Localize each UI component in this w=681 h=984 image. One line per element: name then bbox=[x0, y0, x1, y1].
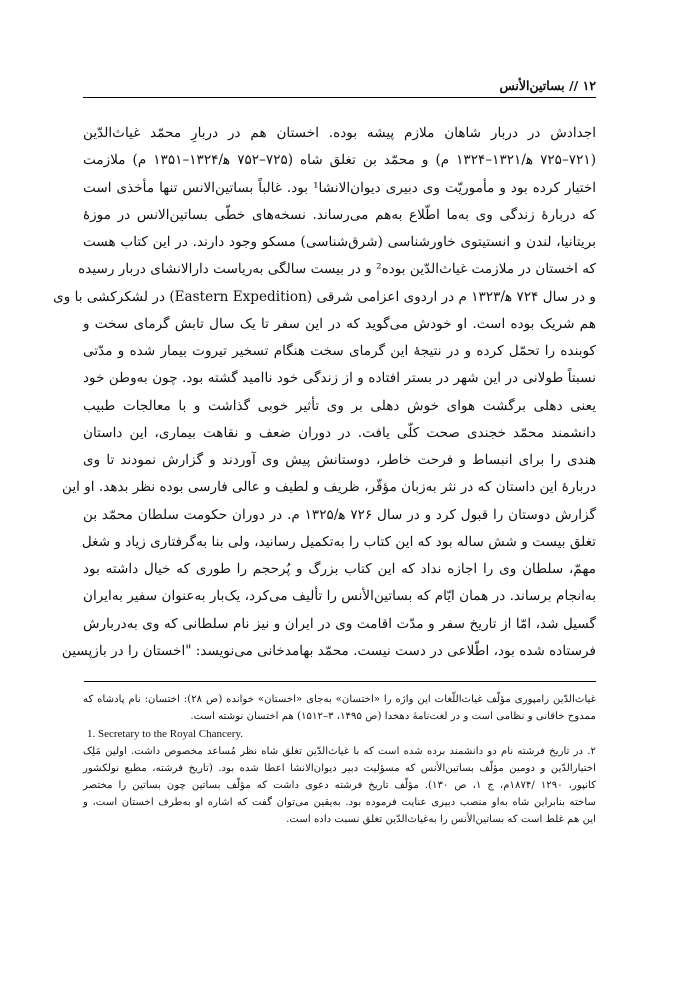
footnote-line: غیاث‌الدّین رامپوری مؤلّف غیاث‌اللّغات این واژه را «اختسان» به‌جای «اخستان» خوانده (ص ۲۸): اختسان: نام پادشاه که bbox=[83, 694, 597, 705]
text-line: اختیار کرده بود و مأموریّت وی دبیری دیوان‌الانشا¹ بود. غالباً بساتین‌الانس تنها مأخذی است bbox=[83, 179, 596, 196]
text-line: یعنی دهلی برگشت هوای خوش دهلی بر وی تأثیر خوبی گذاشت و با معالجات طبیب bbox=[83, 397, 596, 414]
text-line: مهمّ، سلطان وی را اجازه نداد که این کتاب بزرگ و پُرحجم را طوری که خیال داشته بود bbox=[83, 561, 596, 577]
text-line: تغلق بیست و شش ساله بود که این کتاب را به‌تکمیل رسانید، ولی بنا به‌گرفتاری زیاد و شغل bbox=[81, 533, 596, 550]
footnote-line: اختیارالدّین و دومین مؤلّف بساتین‌الأنس که مسؤلیت دبیر دیوان‌الانشا اعطا شده بود. (تاریخ فرشته، مطبع نولکشور bbox=[83, 763, 596, 774]
text-line: دربارهٔ این داستان که در نثر به‌زبان مؤقّر، ظریف و لطیف و عالی فارسی بوده نظر بدهد. او این bbox=[62, 479, 596, 496]
text-line: به‌انجام برساند. در همان ایّام که بساتین‌الأنس را تألیف می‌کرد، یک‌بار به‌عنوان سفیر به‌ایران bbox=[83, 588, 596, 605]
text-line: فرستاده شده بود، اطّلاعی در دست نیست. محمّد بهامدخانی می‌نویسد: "اخستان را در بازپسین bbox=[61, 642, 596, 659]
header-rule bbox=[83, 97, 596, 98]
text-line: هندی را برای انبساط و فرحت خاطر، دوستانش پیش وی آوردند و گزارش نمودند تا وی bbox=[83, 452, 596, 468]
footnote-rule bbox=[84, 681, 596, 682]
footnote-line: این هم غلط است که بساتین‌الأنس را به‌غیاث‌الدّین تغلق نسبت داده است. bbox=[286, 814, 596, 825]
text-line: گزارش دوستان را قبول کرد و در سال ۷۲۶ ﻫ/۱۳۲۵ م. در دوران حکومت سلطان محمّد بن bbox=[83, 506, 596, 523]
footnote-line: ۲. در تاریخ فرشته نام دو دانشمند برده شده است که با غیاث‌الدّین تغلق شاه نظر مُساعد مخصوص داشت. اولین مَلِک bbox=[83, 746, 596, 757]
main-text bbox=[53, 120, 596, 665]
text-line: اجدادش در دربار شاهان ملازم پیشه بوده. اخستان هم در دربارِ محمّد غیاث‌الدّین bbox=[83, 125, 596, 141]
footnote-line: ساخته بنابراین شاه به‌او منصب دبیری عنایت فرموده بود. به‌یقین می‌توان گفت که اشاره او به‌طرف اخستان است، و bbox=[83, 797, 596, 808]
running-header bbox=[83, 73, 596, 93]
text-line: دانشمند محمّد خجندی صحت کلّی یافت. در دوران ضعف و نقاهت بیماری، این داستان bbox=[83, 424, 596, 441]
footnotes bbox=[83, 691, 596, 828]
text-line: نسبتاً طولانی در این شهر در بستر افتاده و از زندگی خود ناامید گشته بود. چون به‌وطن خود bbox=[83, 370, 596, 387]
text-line: هم شریک بوده است. او خودش می‌گوید که در این سفر تا یک سال تابش گرمای سخت و bbox=[83, 315, 596, 332]
text-line: کوبنده را تحمّل کرده و در نتیجهٔ این گرمای سخت هنگام تسخیر تیروت بیمار شده و مدّتی bbox=[83, 343, 596, 359]
text-line: بریتانیا، لندن و انستیتوی خاورشناسی (شرق‌شناسی) مسکو وجود دارند. در این کتاب هست bbox=[83, 234, 596, 250]
text-line: و در سال ۷۲۴ ﻫ/۱۳۲۳ م در اردوی اعزامی شرقی (Eastern Expedition) در لشکرکشی با وی bbox=[53, 288, 596, 305]
footnote-line: ممدوح خاقانی و نظامی است و در لغت‌نامهٔ دهخدا (ص ۱۴۹۵، ۳–۱۵۱۲) هم اختسان نوشته است. bbox=[190, 711, 596, 722]
text-line: که اخستان در ملازمت غیاث‌الدّین بوده² و در بیست سالگی به‌ریاست دارالانشای دربار رسیده bbox=[78, 261, 596, 278]
text-line: گسیل شد، امّا از تاریخ سفر و مدّت اقامت وی در ایران و نیز نام سلطانی که وی به‌دربارش bbox=[83, 615, 596, 632]
footnote-line: کانپور، ۱۲۹۰ /۱۸۷۴م، ج ۱، ص ۱۳۰). مؤلّف تاریخ فرشته دعوی داشت که مؤلّف بساتین چون بساتین را مختصر bbox=[83, 780, 596, 791]
footnote-english: 1. Secretary to the Royal Chancery. bbox=[87, 728, 243, 740]
text-line: که دربارهٔ زندگی وی به‌ما اطّلاع به‌هم می‌رساند. نسخه‌های خطّی بساتین‌الانس در موزهٔ bbox=[83, 206, 596, 223]
running-header-title: ۱۲ // بساتین‌الأنس bbox=[499, 78, 596, 93]
text-line: (۷۲۱–۷۲۵ ﻫ/۱۳۲۱–۱۳۲۴ م) و محمّد بن تغلق شاه (۷۲۵–۷۵۲ ﻫ/۱۳۲۴–۱۳۵۱ م) ملازمت bbox=[83, 152, 596, 169]
